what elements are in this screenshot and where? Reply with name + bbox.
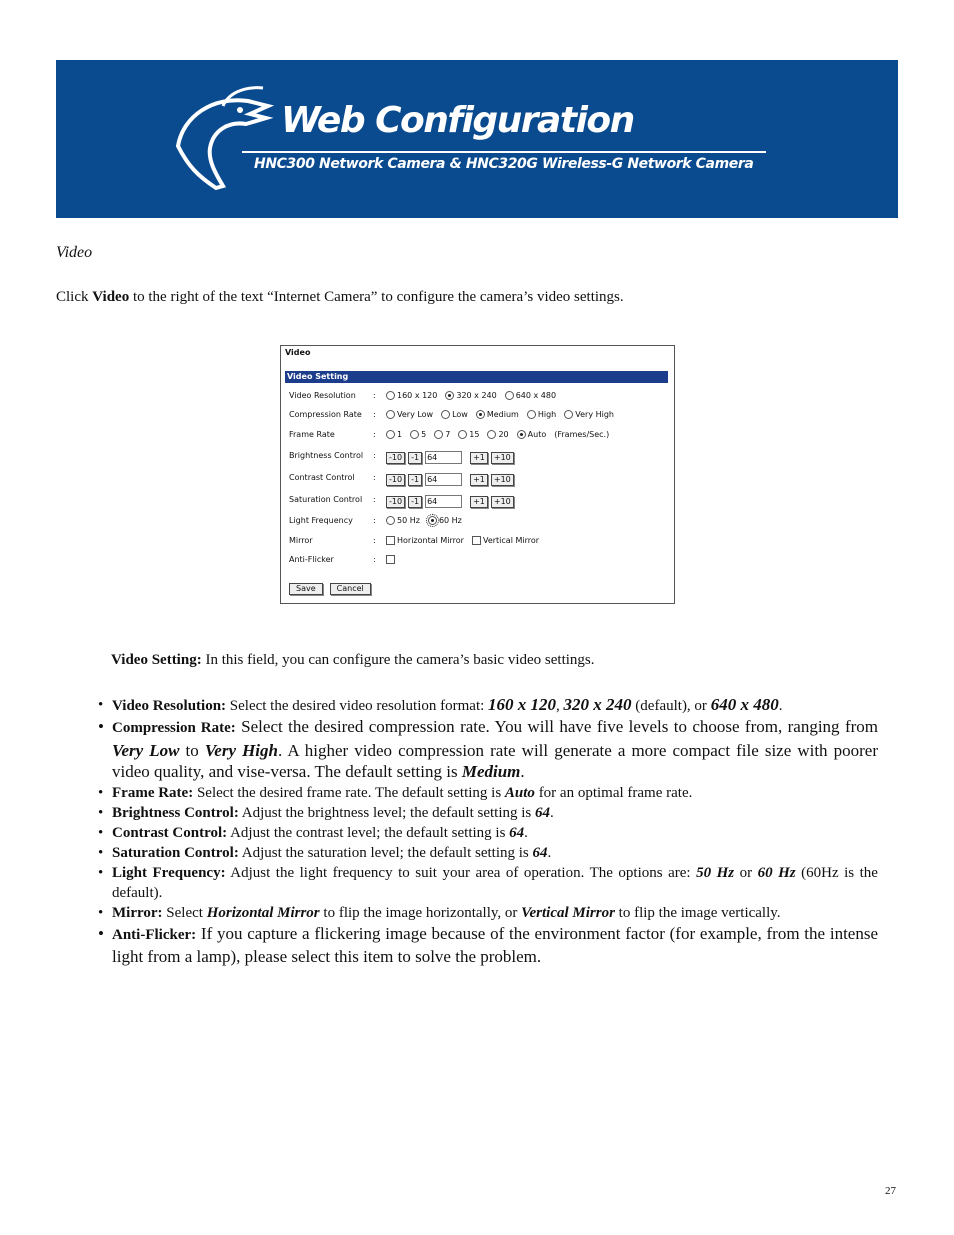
settings-description-list — [96, 695, 878, 968]
row-label: Contrast Control — [289, 473, 355, 482]
option-label: 320 x 240 — [456, 391, 497, 400]
option-label: Medium — [486, 410, 519, 419]
contrast-minus1-button[interactable]: -1 — [408, 474, 422, 486]
item-text: If you capture a flickering image because of the environment factor (for example, from the intense light from a lamp), please select this item to solve the problem. — [112, 923, 878, 966]
radio-60hz[interactable] — [428, 516, 437, 525]
contrast-plus1-button[interactable]: +1 — [470, 474, 488, 486]
option-label: Very High — [575, 410, 614, 419]
radio-160x120[interactable] — [386, 391, 395, 400]
frame-rate-unit: (Frames/Sec.) — [554, 430, 610, 439]
brightness-value-field[interactable]: 64 — [425, 451, 462, 464]
item-text: . — [547, 844, 552, 861]
radio-fps-auto[interactable] — [517, 430, 526, 439]
item-text: . — [520, 762, 525, 781]
item-text: or — [734, 864, 758, 881]
item-term: Light Frequency: — [112, 864, 226, 881]
row-label: Saturation Control — [289, 495, 363, 504]
option-label: Horizontal Mirror — [397, 536, 464, 545]
cancel-button[interactable]: Cancel — [330, 583, 371, 595]
radio-fps-7[interactable] — [434, 430, 443, 439]
section-heading: Video — [56, 244, 93, 261]
brightness-minus10-button[interactable]: -10 — [386, 452, 405, 464]
saturation-value-field[interactable]: 64 — [425, 495, 462, 508]
item-text: to — [179, 740, 205, 760]
item-value: 640 x 480 — [710, 695, 779, 714]
item-value: Very High — [204, 740, 278, 760]
radio-320x240[interactable] — [445, 391, 454, 400]
intro-bold: Video — [92, 289, 130, 305]
intro-prefix: Click — [56, 289, 93, 305]
item-value: Horizontal Mirror — [206, 904, 320, 921]
radio-fps-20[interactable] — [487, 430, 496, 439]
radio-fps-1[interactable] — [386, 430, 395, 439]
item-text: Adjust the light frequency to suit your area of operation. The options are: — [225, 864, 697, 881]
item-term: Compression Rate: — [112, 720, 236, 736]
item-value: Vertical Mirror — [521, 904, 615, 921]
item-text: Select the desired compression rate. You will have five levels to choose from, ranging from — [235, 717, 878, 736]
checkbox-vertical-mirror[interactable] — [472, 536, 481, 545]
row-colon: : — [373, 516, 376, 525]
brightness-plus1-button[interactable]: +1 — [470, 452, 488, 464]
item-text: for an optimal frame rate. — [534, 784, 693, 801]
item-text: . — [550, 804, 554, 821]
item-text: . A higher video compression rate will generate a more compact file size with poorer video quality, and vise-versa. The default setting is — [112, 740, 879, 781]
brightness-minus1-button[interactable]: -1 — [408, 452, 422, 464]
item-text: Adjust the contrast level; the default setting is — [227, 824, 510, 841]
banner-rule — [242, 151, 766, 153]
panel-section-bar: Video Setting — [285, 371, 668, 383]
row-label: Video Resolution — [289, 391, 356, 400]
saturation-minus1-button[interactable]: -1 — [408, 496, 422, 508]
row-colon: : — [373, 555, 376, 564]
row-label: Mirror — [289, 536, 313, 545]
checkbox-anti-flicker[interactable] — [386, 555, 395, 564]
item-text: Adjust the brightness level; the default setting is — [238, 804, 536, 821]
page-number: 27 — [885, 1185, 896, 1197]
item-term: Brightness Control: — [112, 804, 239, 821]
panel-actions — [289, 583, 371, 595]
row-label: Frame Rate — [289, 430, 335, 439]
checkbox-horizontal-mirror[interactable] — [386, 536, 395, 545]
note-bold: Video Setting: — [111, 652, 202, 668]
radio-50hz[interactable] — [386, 516, 395, 525]
option-label: High — [537, 410, 557, 419]
list-item-contrast — [96, 823, 878, 843]
row-colon: : — [373, 391, 376, 400]
radio-very-high[interactable] — [564, 410, 573, 419]
item-value: 50 Hz — [696, 864, 735, 881]
item-value: Auto — [504, 784, 535, 801]
note-text: In this field, you can configure the camera’s basic video settings. — [201, 652, 595, 668]
row-colon: : — [373, 536, 376, 545]
item-text: to flip the image vertically. — [614, 904, 781, 921]
item-text: , — [556, 698, 564, 714]
option-label: 50 Hz — [397, 516, 420, 525]
list-item-compression-rate — [96, 716, 878, 783]
item-term: Saturation Control: — [112, 844, 239, 861]
item-text: (60Hz is the default). — [112, 864, 878, 901]
eagle-logo-icon — [168, 76, 278, 196]
row-label: Compression Rate — [289, 410, 362, 419]
list-item-light-frequency — [96, 863, 878, 903]
option-label: 7 — [445, 430, 451, 439]
radio-fps-5[interactable] — [410, 430, 419, 439]
item-text: Adjust the saturation level; the default setting is — [238, 844, 533, 861]
item-value: 160 x 120 — [488, 695, 557, 714]
row-colon: : — [373, 410, 376, 419]
option-label: 640 x 480 — [515, 391, 557, 400]
list-item-video-resolution — [96, 695, 878, 716]
item-text: (default), or — [631, 698, 711, 714]
intro-paragraph — [56, 289, 624, 306]
item-text: . — [778, 698, 783, 714]
item-term: Mirror: — [112, 904, 163, 921]
list-item-mirror — [96, 903, 878, 923]
saturation-plus1-button[interactable]: +1 — [470, 496, 488, 508]
item-value: 64 — [509, 824, 525, 841]
item-value: 60 Hz — [757, 864, 796, 881]
video-settings-screenshot — [280, 345, 675, 604]
option-label: Auto — [527, 430, 547, 439]
list-item-saturation — [96, 843, 878, 863]
option-label: 1 — [397, 430, 403, 439]
option-label: 60 Hz — [438, 516, 462, 525]
item-value: 320 x 240 — [563, 695, 632, 714]
row-colon: : — [373, 451, 376, 460]
header-banner — [56, 60, 898, 218]
option-label: Low — [452, 410, 468, 419]
radio-high[interactable] — [527, 410, 536, 419]
item-value: Medium — [461, 762, 521, 781]
panel-title: Video — [285, 348, 311, 357]
row-label: Light Frequency — [289, 516, 353, 525]
option-label: Vertical Mirror — [482, 536, 540, 545]
banner-title: Web Configuration — [281, 100, 634, 141]
item-text: Select the desired frame rate. The default setting is — [193, 784, 505, 801]
radio-fps-15[interactable] — [458, 430, 467, 439]
row-colon: : — [373, 473, 376, 482]
radio-low[interactable] — [441, 410, 450, 419]
option-label: 20 — [498, 430, 509, 439]
item-text: . — [524, 824, 528, 841]
row-label: Anti-Flicker — [289, 555, 334, 564]
list-item-brightness — [96, 803, 878, 823]
radio-medium[interactable] — [476, 410, 485, 419]
list-item-anti-flicker — [96, 923, 878, 968]
contrast-minus10-button[interactable]: -10 — [386, 474, 405, 486]
row-label: Brightness Control — [289, 451, 364, 460]
item-value: Very Low — [112, 740, 180, 760]
item-term: Video Resolution: — [112, 698, 227, 714]
item-term: Anti-Flicker: — [112, 926, 197, 943]
radio-640x480[interactable] — [505, 391, 514, 400]
saturation-minus10-button[interactable]: -10 — [386, 496, 405, 508]
item-value: 64 — [532, 844, 548, 861]
contrast-value-field[interactable]: 64 — [425, 473, 462, 486]
row-colon: : — [373, 495, 376, 504]
item-value: 64 — [535, 804, 551, 821]
contrast-plus10-button[interactable]: +10 — [491, 474, 514, 486]
save-button[interactable]: Save — [289, 583, 323, 595]
video-setting-note — [111, 652, 595, 669]
brightness-plus10-button[interactable]: +10 — [491, 452, 514, 464]
item-text: Select — [162, 904, 207, 921]
option-label: Very Low — [397, 410, 434, 419]
option-label: 5 — [421, 430, 427, 439]
item-term: Contrast Control: — [112, 824, 228, 841]
option-label: 15 — [469, 430, 480, 439]
item-text: Select the desired video resolution format: — [226, 698, 489, 714]
row-colon: : — [373, 430, 376, 439]
option-label: 160 x 120 — [397, 391, 438, 400]
item-term: Frame Rate: — [112, 784, 194, 801]
item-text: to flip the image horizontally, or — [319, 904, 522, 921]
radio-very-low[interactable] — [386, 410, 395, 419]
banner-subtitle: HNC300 Network Camera & HNC320G Wireless-G Network Camera — [254, 156, 754, 172]
saturation-plus10-button[interactable]: +10 — [491, 496, 514, 508]
list-item-frame-rate — [96, 783, 878, 803]
intro-suffix: to the right of the text “Internet Camera” to configure the camera’s video settings. — [129, 289, 624, 305]
